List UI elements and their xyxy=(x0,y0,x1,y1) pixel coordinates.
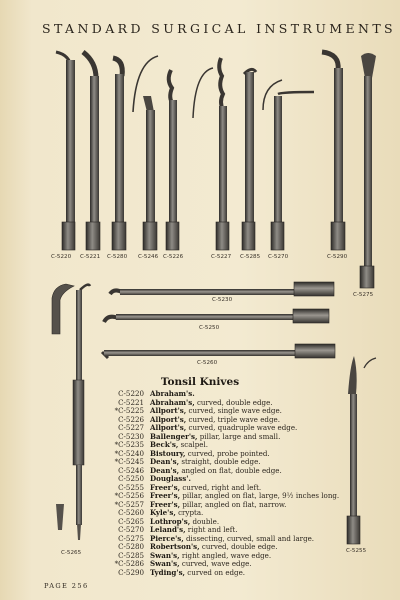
knife-c5265 xyxy=(52,284,90,540)
caption-c5260: C-5260 xyxy=(197,360,218,366)
item-code: C-5275 xyxy=(118,533,144,543)
item-description: curved, right and left. xyxy=(180,482,262,492)
item-name: Allport's, xyxy=(150,406,187,415)
knife-c5226 xyxy=(166,70,179,250)
item-name: Tyding's, xyxy=(150,567,186,577)
caption-c5246: C-5246 xyxy=(138,254,159,260)
item-name: Douglass'. xyxy=(150,474,191,483)
item-name: Ballenger's, xyxy=(150,431,198,441)
item-code: C-5270 xyxy=(118,525,144,534)
knife-c5280 xyxy=(112,58,126,250)
caption-c5290: C-5290 xyxy=(327,254,348,260)
item-code: C-5250 xyxy=(118,474,144,483)
item-description: pillar, angled on flat, narrow. xyxy=(180,499,287,509)
item-code: C-5221 xyxy=(118,397,144,407)
probe-wire xyxy=(193,68,213,118)
caption-c5250: C-5250 xyxy=(199,325,220,331)
item-description: right and left. xyxy=(185,525,238,534)
item-description: curved, single wave edge. xyxy=(186,406,282,415)
item-code: C-5280 xyxy=(118,542,144,551)
knife-c5246 xyxy=(143,96,157,250)
item-name: Allport's, xyxy=(150,414,187,424)
item-name: Dean's, xyxy=(150,457,180,466)
knife-c5275 xyxy=(360,53,376,288)
knife-c5221 xyxy=(83,52,100,250)
knife-c5227 xyxy=(216,58,229,250)
knife-c5290 xyxy=(322,52,345,250)
item-code: C-5230 xyxy=(118,431,144,441)
item-code: C-5260 xyxy=(118,508,144,517)
item-code: C-5220 xyxy=(118,389,144,398)
item-name: Swan's, xyxy=(150,559,180,568)
item-code: C-5255 xyxy=(118,482,144,492)
item-name: Pierce's, xyxy=(150,533,184,543)
item-name: Freer's, xyxy=(150,499,181,509)
item-code: C-5246 xyxy=(118,465,144,475)
item-name: Abraham's, xyxy=(150,397,195,407)
item-description: curved on edge. xyxy=(185,567,246,577)
item-description: pillar, large and small. xyxy=(197,431,281,441)
item-code: *C-5286 xyxy=(114,559,144,568)
item-description: curved, probe pointed. xyxy=(185,448,270,458)
item-name: Swan's, xyxy=(150,550,180,560)
item-name: Kyle's, xyxy=(150,508,176,517)
item-name: Freer's, xyxy=(150,482,181,492)
knife-c5220 xyxy=(56,52,75,250)
page-number: PAGE 256 xyxy=(44,582,89,590)
caption-c5285: C-5285 xyxy=(240,254,261,260)
item-code: *C-5245 xyxy=(114,457,144,466)
item-description: crypta. xyxy=(175,508,204,517)
item-description: dissecting, curved, small and large. xyxy=(183,533,315,543)
caption-c5221: C-5221 xyxy=(80,254,101,260)
caption-c5226: C-5226 xyxy=(163,254,184,260)
caption-c5265: C-5265 xyxy=(61,550,82,556)
item-description: curved, double edge. xyxy=(199,542,278,551)
item-description: pillar, angled on flat, large, 9½ inches long. xyxy=(180,491,340,500)
item-code: C-5226 xyxy=(118,414,144,424)
item-name: Dean's, xyxy=(150,465,180,475)
item-description: straight, double edge. xyxy=(179,457,261,466)
caption-c5220: C-5220 xyxy=(51,254,72,260)
caption-c5270: C-5270 xyxy=(268,254,289,260)
product-list xyxy=(98,390,339,577)
item-code: *C-5257 xyxy=(114,499,144,509)
item-code: C-5227 xyxy=(118,423,144,432)
item-code: *C-5225 xyxy=(114,406,144,415)
knife-c5285 xyxy=(242,69,256,250)
item-code: *C-5235 xyxy=(114,440,144,449)
item-code: *C-5240 xyxy=(114,448,144,458)
item-code: *C-5256 xyxy=(114,491,144,500)
caption-c5255: C-5255 xyxy=(346,548,367,554)
knife-c5260 xyxy=(102,344,335,358)
item-name: Bistoury, xyxy=(150,448,186,458)
item-name: Allport's, xyxy=(150,423,187,432)
caption-c5230: C-5230 xyxy=(212,297,233,303)
item-description: curved, wave edge. xyxy=(179,559,252,568)
item-code: C-5265 xyxy=(118,516,144,526)
item-code: C-5290 xyxy=(118,567,144,577)
caption-c5227: C-5227 xyxy=(211,254,232,260)
item-description: angled on flat, double edge. xyxy=(179,465,282,475)
item-name: Leland's, xyxy=(150,525,186,534)
item-description: curved, double edge. xyxy=(194,397,273,407)
item-name: Freer's, xyxy=(150,491,181,500)
item-name: Robertson's, xyxy=(150,542,200,551)
item-name: Abraham's. xyxy=(150,389,195,398)
item-description: curved, triple wave edge. xyxy=(186,414,280,424)
caption-c5275: C-5275 xyxy=(353,292,374,298)
page-header: STANDARD SURGICAL INSTRUMENTS xyxy=(42,21,397,36)
item-description: double. xyxy=(190,516,220,526)
item-name: Lothrop's, xyxy=(150,516,191,526)
item-code: C-5285 xyxy=(118,550,144,560)
knife-c5230 xyxy=(110,282,334,296)
item-description: right angled, wave edge. xyxy=(179,550,272,560)
knife-c5250 xyxy=(104,309,329,323)
item-name: Beck's, xyxy=(150,440,179,449)
knife-c5270 xyxy=(271,92,314,250)
item-description: curved, quadruple wave edge. xyxy=(186,423,298,432)
list-item xyxy=(98,569,339,578)
section-title: Tonsil Knives xyxy=(160,376,240,388)
item-description: scalpel. xyxy=(178,440,209,449)
caption-c5280: C-5280 xyxy=(107,254,128,260)
